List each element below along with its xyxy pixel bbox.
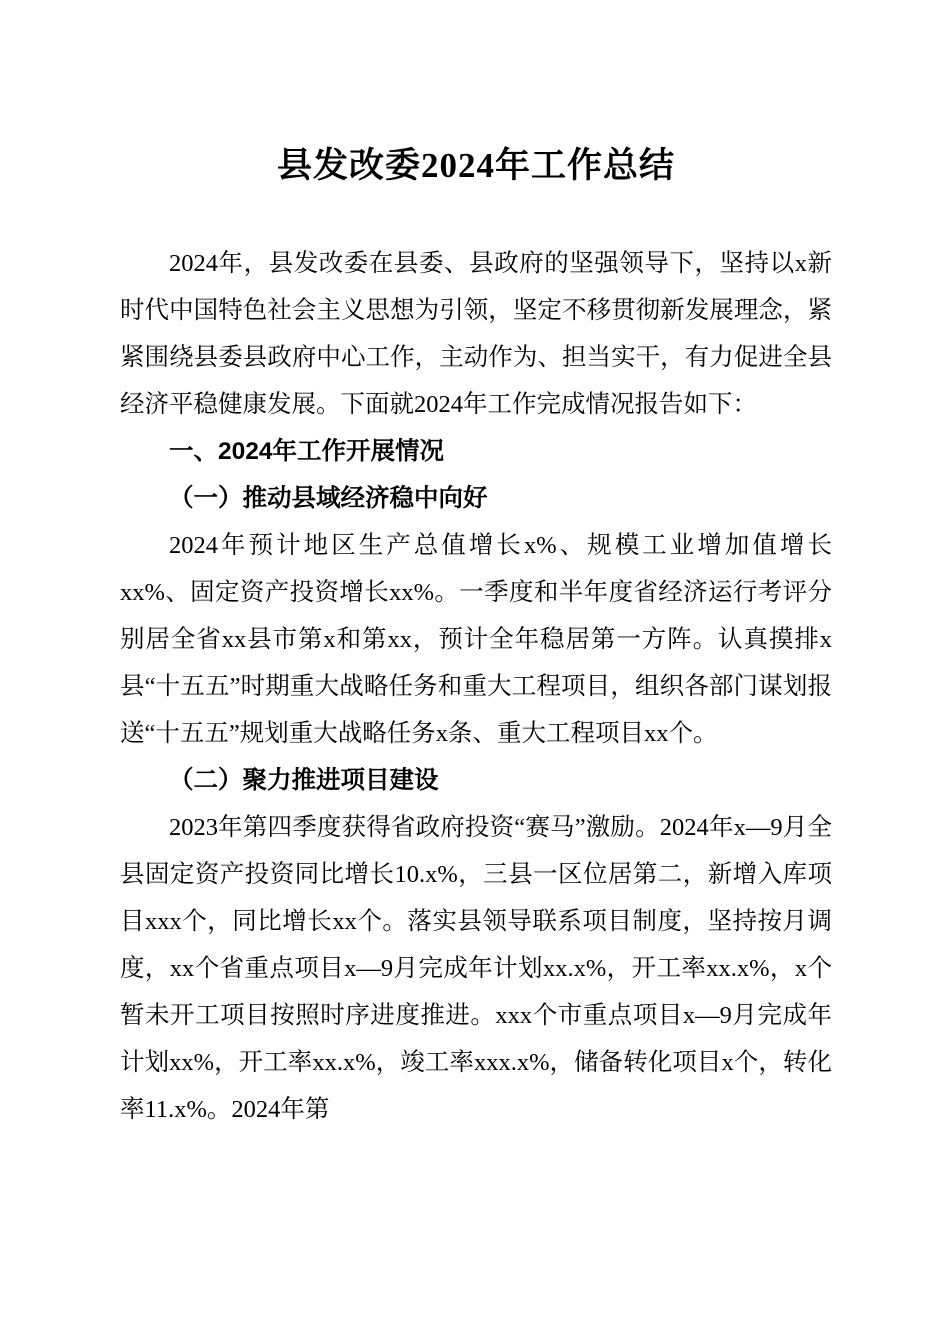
subsection-1-body: 2024年预计地区生产总值增长x%、规模工业增加值增长xx%、固定资产投资增长xx%。一季度和半年度省经济运行考评分别居全省xx县市第x和第xx，预计全年稳居第一方阵。认真摸排x县“十五五”时期重大战略任务和重大工程项目，组织各部门谋划报送“十五五”规划重大战略任务x条、重大工程项目xx个。 — [120, 532, 832, 747]
section-1-heading: 一、2024年工作开展情况 — [169, 438, 445, 465]
document-title: 县发改委2024年工作总结 — [276, 146, 675, 185]
subsection-1-heading: （一）推动县域经济稳中向好 — [169, 485, 488, 512]
subsection-2-body: 2023年第四季度获得省政府投资“赛马”激励。2024年x—9月全县固定资产投资同比增长10.x%，三县一区位居第二，新增入库项目xxx个，同比增长xx个。落实县领导联系项目制度，坚持按月调度，xx个省重点项目x—9月完成年计划xx.x%，开工率xx.x%，x个暂未开工项目按照时序进度推进。xxx个市重点项目x—9月完成年计划xx%，开工率xx.x%，竣工率xxx.x%，储备转化项目x个，转化率11.x%。2024年第 — [120, 814, 832, 1123]
intro-paragraph: 2024年，县发改委在县委、县政府的坚强领导下，坚持以x新时代中国特色社会主义思想为引领，坚定不移贯彻新发展理念，紧紧围绕县委县政府中心工作，主动作为、担当实干，有力促进全县经济平稳健康发展。下面就2024年工作完成情况报告如下： — [120, 250, 832, 418]
subsection-2-heading: （二）聚力推进项目建设 — [169, 767, 439, 794]
